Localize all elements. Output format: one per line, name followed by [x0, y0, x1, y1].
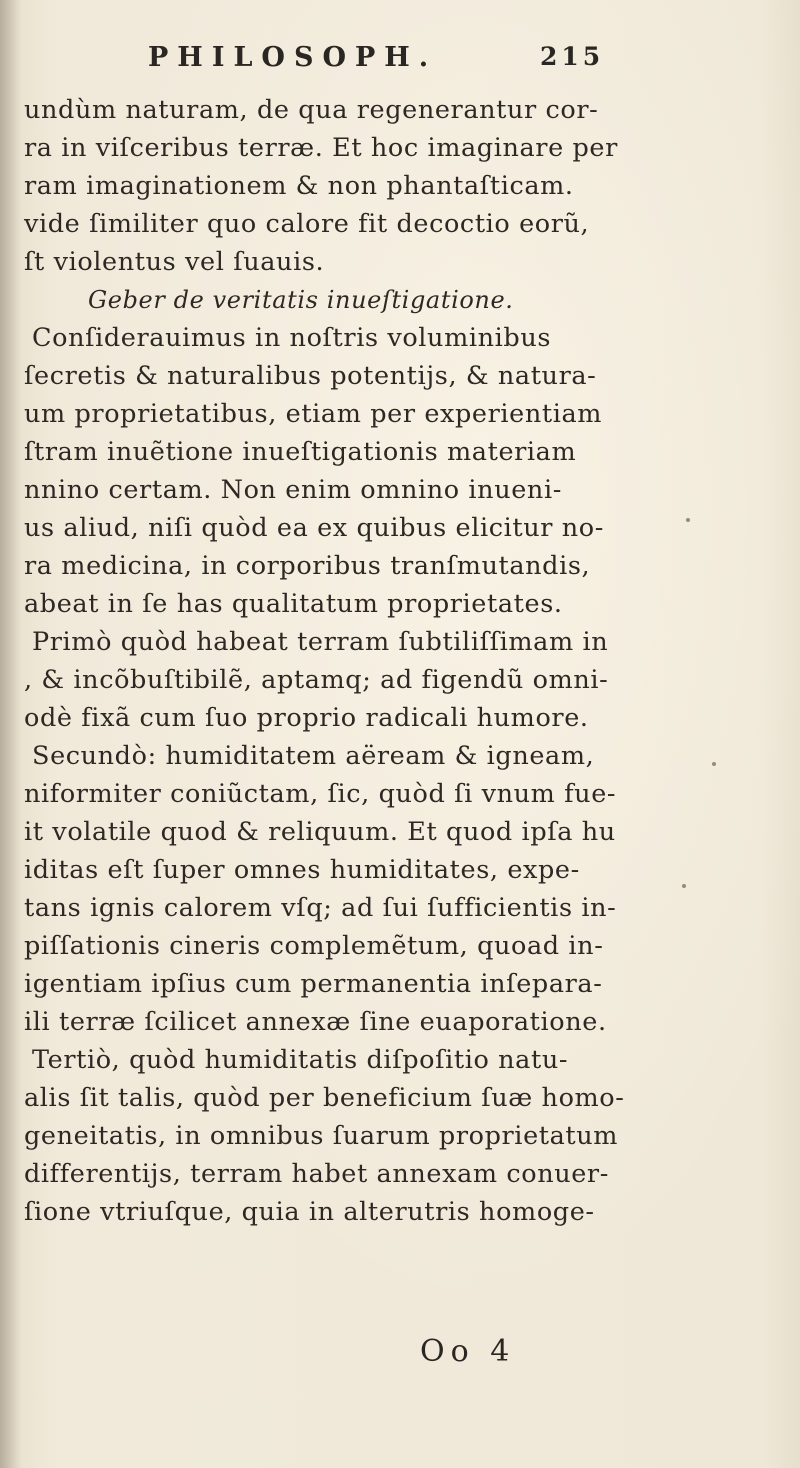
text-line: alis ſit talis, quòd per beneficium ſuæ homo- [24, 1083, 625, 1113]
text-line: um proprietatibus, etiam per experientiam [24, 399, 603, 429]
text-line: , & incõbuſtibilẽ, aptamq; ad figendũ omni- [24, 665, 609, 695]
paper-speck [686, 518, 690, 522]
signature-mark: Oo 4 [420, 1334, 516, 1369]
gutter-shadow [0, 0, 22, 1468]
text-line: vide ſimiliter quo calore fit decoctio eorũ, [24, 209, 590, 239]
text-line: ra medicina, in corporibus tranſmutandis, [24, 551, 591, 581]
running-title: PHILOSOPH. [148, 42, 438, 73]
text-line: piſſationis cineris complemẽtum, quoad in- [24, 931, 604, 961]
text-line: niformiter coniũctam, ſic, quòd ſi vnum fue- [24, 779, 617, 809]
text-line: ſt violentus vel ſuauis. [24, 247, 325, 277]
text-line: undùm naturam, de qua regenerantur cor- [24, 95, 599, 125]
text-line: it volatile quod & reliquum. Et quod ipſa hu [24, 817, 616, 847]
text-line: odè fixã cum ſuo proprio radicali humore. [24, 703, 589, 733]
text-line: ſtram inuẽtione inueſtigationis materiam [24, 437, 577, 467]
text-line: ſecretis & naturalibus potentijs, & natura- [24, 361, 597, 391]
text-line: iditas eſt ſuper omnes humiditates, expe- [24, 855, 580, 885]
text-line: igentiam ipſius cum permanentia inſepara- [24, 969, 603, 999]
text-line: Primò quòd habeat terram ſubtiliſſimam in [32, 627, 609, 657]
section-heading: Geber de veritatis inueſtigatione. [88, 286, 514, 314]
text-line: ram imaginationem & non phantaſticam. [24, 171, 574, 201]
text-line: Secundò: humiditatem aëream & igneam, [32, 741, 595, 771]
text-line: geneitatis, in omnibus ſuarum proprietatum [24, 1121, 619, 1151]
text-line: Conſiderauimus in noſtris voluminibus [32, 323, 552, 353]
running-head [148, 42, 628, 82]
text-line: nnino certam. Non enim omnino inueni- [24, 475, 562, 505]
text-line: ſione vtriuſque, quia in alterutris homoge- [24, 1197, 595, 1227]
text-line: Tertiò, quòd humiditatis diſpoſitio natu- [32, 1045, 569, 1075]
text-line: abeat in ſe has qualitatum proprietates. [24, 589, 563, 619]
text-line: differentijs, terram habet annexam conuer- [24, 1159, 609, 1189]
text-line: us aliud, niſi quòd ea ex quibus elicitur no- [24, 513, 604, 543]
text-line: ili terræ ſcilicet annexæ ſine euaporatione. [24, 1007, 607, 1037]
paper-speck [712, 762, 716, 766]
page-number: 215 [540, 42, 605, 71]
text-line: tans ignis calorem vſq; ad ſui ſufficientis in- [24, 893, 617, 923]
paper-speck [682, 884, 686, 888]
text-line: ra in viſceribus terræ. Et hoc imaginare per [24, 133, 618, 163]
